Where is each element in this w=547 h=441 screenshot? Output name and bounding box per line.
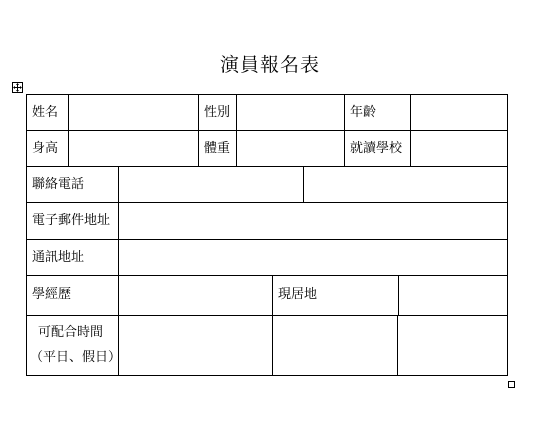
age-field[interactable] xyxy=(411,95,507,130)
address-label: 通訊地址 xyxy=(32,250,85,265)
gender-field[interactable] xyxy=(237,95,344,130)
email-label: 電子郵件地址 xyxy=(32,213,111,228)
table-move-handle-icon[interactable] xyxy=(12,82,23,93)
table-resize-handle-icon[interactable] xyxy=(508,381,515,388)
phone-label: 聯絡電話 xyxy=(32,177,85,192)
age-label: 年齡 xyxy=(350,105,377,120)
weight-label: 體重 xyxy=(204,141,231,156)
name-label: 姓名 xyxy=(32,105,59,120)
school-label: 就讀學校 xyxy=(350,141,403,156)
email-field[interactable] xyxy=(119,203,507,239)
name-field[interactable] xyxy=(69,95,198,130)
height-field[interactable] xyxy=(69,131,198,166)
residence-field[interactable] xyxy=(399,276,507,315)
table-border xyxy=(344,94,345,166)
table-border xyxy=(507,94,508,376)
availability-extra-field-1[interactable] xyxy=(273,316,397,375)
education-label: 學經歷 xyxy=(32,287,72,302)
availability-extra-field-2[interactable] xyxy=(398,316,507,375)
table-border xyxy=(198,94,199,166)
school-field[interactable] xyxy=(411,131,507,166)
table-border xyxy=(26,94,27,376)
weight-field[interactable] xyxy=(237,131,344,166)
document-title: 演員報名表 xyxy=(219,54,320,76)
phone-field[interactable] xyxy=(119,167,303,202)
height-label: 身高 xyxy=(32,141,59,156)
education-field[interactable] xyxy=(119,276,272,315)
gender-label: 性別 xyxy=(204,105,231,120)
availability-label: 可配合時間 xyxy=(38,325,104,340)
availability-note: （平日、假日） xyxy=(30,350,122,365)
availability-field[interactable] xyxy=(119,316,272,375)
residence-label: 現居地 xyxy=(278,287,318,302)
address-field[interactable] xyxy=(119,240,507,275)
table-border xyxy=(26,375,508,376)
phone-extra-field[interactable] xyxy=(304,167,507,202)
